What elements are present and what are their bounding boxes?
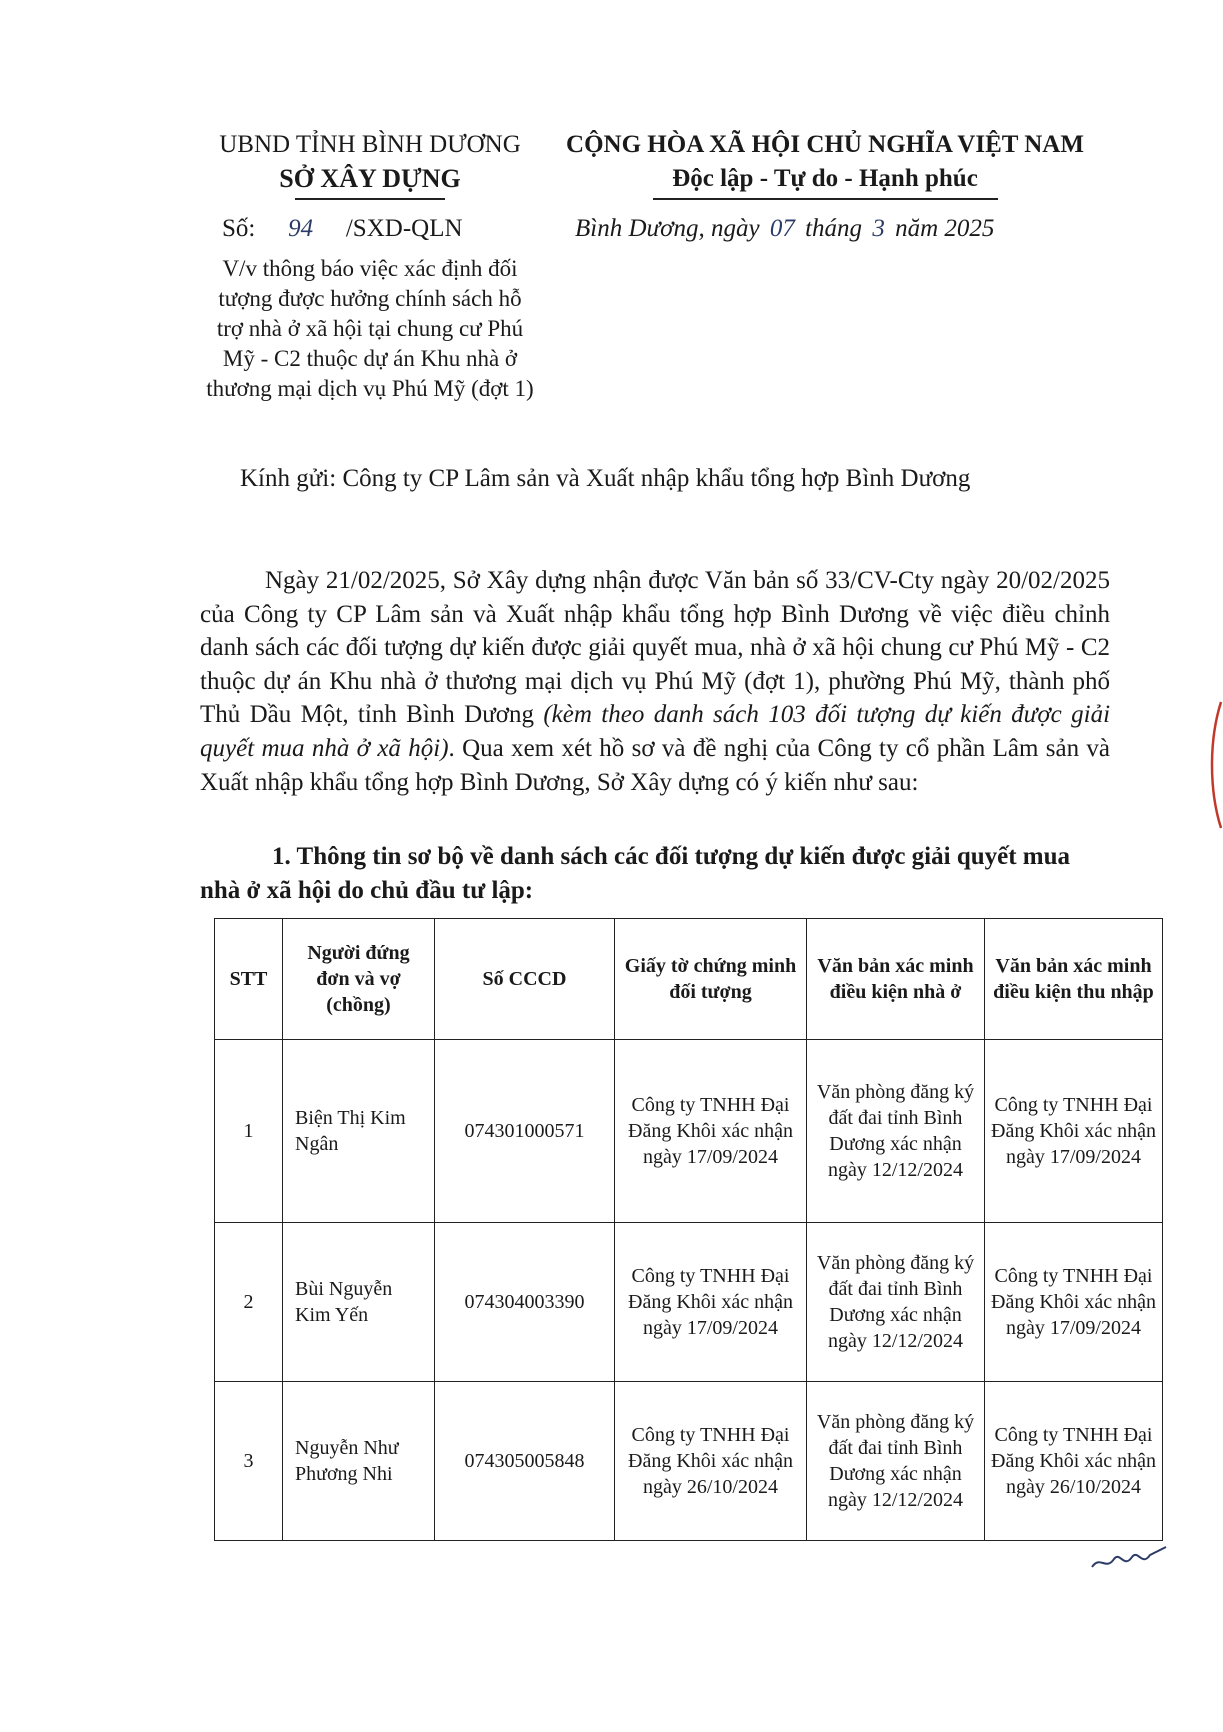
date-year: năm 2025 bbox=[895, 215, 995, 242]
col-header-proof: Giấy tờ chứng minh đối tượng bbox=[615, 919, 807, 1040]
col-header-stt: STT bbox=[215, 919, 283, 1040]
date-month: 3 bbox=[872, 215, 885, 242]
col-header-id: Số CCCD bbox=[435, 919, 615, 1040]
cell-stt: 3 bbox=[215, 1382, 283, 1541]
cell-housing: Văn phòng đăng ký đất đai tỉnh Bình Dương xác nhận ngày 12/12/2024 bbox=[807, 1382, 985, 1541]
doc-no-prefix: Số: bbox=[222, 215, 256, 242]
cell-income: Công ty TNHH Đại Đăng Khôi xác nhận ngày 26/10/2024 bbox=[985, 1382, 1163, 1541]
cell-id: 074305005848 bbox=[435, 1382, 615, 1541]
date-month-label: tháng bbox=[805, 215, 863, 242]
cell-applicant: Bùi Nguyễn Kim Yến bbox=[283, 1223, 435, 1382]
col-header-income: Văn bản xác minh điều kiện thu nhập bbox=[985, 919, 1163, 1040]
document-date bbox=[575, 212, 994, 246]
cell-stt: 2 bbox=[215, 1223, 283, 1382]
body-text-2: . Qua xem xét hồ sơ và đề nghị của Công ty cổ phần Lâm sản và Xuất nhập khẩu tổng hợp Bình Dương, Sở Xây dựng có ý kiến như sau: bbox=[200, 734, 1111, 796]
cell-id: 074301000571 bbox=[435, 1040, 615, 1223]
recipient-line: Kính gửi: Công ty CP Lâm sản và Xuất nhập khẩu tổng hợp Bình Dương bbox=[240, 465, 971, 492]
national-motto: Độc lập - Tự do - Hạnh phúc bbox=[672, 165, 978, 192]
table-row bbox=[215, 1040, 1163, 1223]
issuer-org: UBND TỈNH BÌNH DƯƠNG bbox=[219, 131, 521, 158]
document-subject: V/v thông báo việc xác định đối tượng được hưởng chính sách hỗ trợ nhà ở xã hội tại chung cư Phú Mỹ - C2 thuộc dự án Khu nhà ở thương mại dịch vụ Phú Mỹ (đợt 1) bbox=[206, 256, 534, 401]
body-paragraph bbox=[200, 564, 1110, 799]
document-number bbox=[222, 212, 463, 246]
col-header-housing: Văn bản xác minh điều kiện nhà ở bbox=[807, 919, 985, 1040]
col-header-applicant: Người đứng đơn và vợ (chồng) bbox=[283, 919, 435, 1040]
cell-applicant: Nguyễn Như Phương Nhi bbox=[283, 1382, 435, 1541]
doc-no-handwritten: 94 bbox=[288, 215, 314, 242]
issuer-dept: SỞ XÂY DỰNG bbox=[279, 164, 461, 193]
applicant-table bbox=[214, 918, 1163, 1541]
cell-housing: Văn phòng đăng ký đất đai tỉnh Bình Dương xác nhận ngày 12/12/2024 bbox=[807, 1223, 985, 1382]
date-day: 07 bbox=[769, 215, 795, 242]
nation-name: CỘNG HÒA XÃ HỘI CHỦ NGHĨA VIỆT NAM bbox=[566, 131, 1084, 158]
body-text-1: Ngày 21/02/2025, Sở Xây dựng nhận được Văn bản số 33/CV-Cty ngày 20/02/2025 của Công ty CP Lâm sản và Xuất nhập khẩu tổng hợp Bình Dương về việc điều chỉnh danh sách các đối tượng dự kiến được giải quyết mua, nhà ở xã hội chung cư Phú Mỹ - C2 thuộc dự án Khu nhà ở thương mại dịch vụ Phú Mỹ (đợt 1), phường Phú Mỹ, thành phố Thủ Dầu Một, tỉnh Bình Dương bbox=[200, 567, 1110, 729]
national-heading bbox=[545, 128, 1105, 200]
cell-income: Công ty TNHH Đại Đăng Khôi xác nhận ngày 17/09/2024 bbox=[985, 1040, 1163, 1223]
cell-id: 074304003390 bbox=[435, 1223, 615, 1382]
cell-proof: Công ty TNHH Đại Đăng Khôi xác nhận ngày 17/09/2024 bbox=[615, 1040, 807, 1223]
table-row bbox=[215, 1382, 1163, 1541]
cell-applicant: Biện Thị Kim Ngân bbox=[283, 1040, 435, 1223]
cell-proof: Công ty TNHH Đại Đăng Khôi xác nhận ngày 17/09/2024 bbox=[615, 1223, 807, 1382]
cell-stt: 1 bbox=[215, 1040, 283, 1223]
doc-no-suffix: /SXD-QLN bbox=[345, 215, 463, 242]
body-text-italic: (kèm theo danh sách 103 đối tượng dự kiến được giải quyết mua nhà ở xã hội) bbox=[200, 701, 1111, 762]
cell-housing: Văn phòng đăng ký đất đai tỉnh Bình Dương xác nhận ngày 12/12/2024 bbox=[807, 1040, 985, 1223]
initials-signature bbox=[1090, 1545, 1170, 1575]
table-row bbox=[215, 1223, 1163, 1382]
stamp-edge-mark bbox=[1205, 700, 1223, 830]
cell-proof: Công ty TNHH Đại Đăng Khôi xác nhận ngày 26/10/2024 bbox=[615, 1382, 807, 1541]
date-prefix: Bình Dương, ngày bbox=[575, 215, 760, 242]
cell-income: Công ty TNHH Đại Đăng Khôi xác nhận ngày 17/09/2024 bbox=[985, 1223, 1163, 1382]
motto-underline bbox=[653, 198, 998, 200]
section-1-title: 1. Thông tin sơ bộ về danh sách các đối tượng dự kiến được giải quyết mua nhà ở xã hội do chủ đầu tư lập: bbox=[200, 843, 1071, 904]
issuer-block bbox=[205, 128, 535, 200]
table-header-row bbox=[215, 919, 1163, 1040]
issuer-underline bbox=[295, 198, 445, 200]
